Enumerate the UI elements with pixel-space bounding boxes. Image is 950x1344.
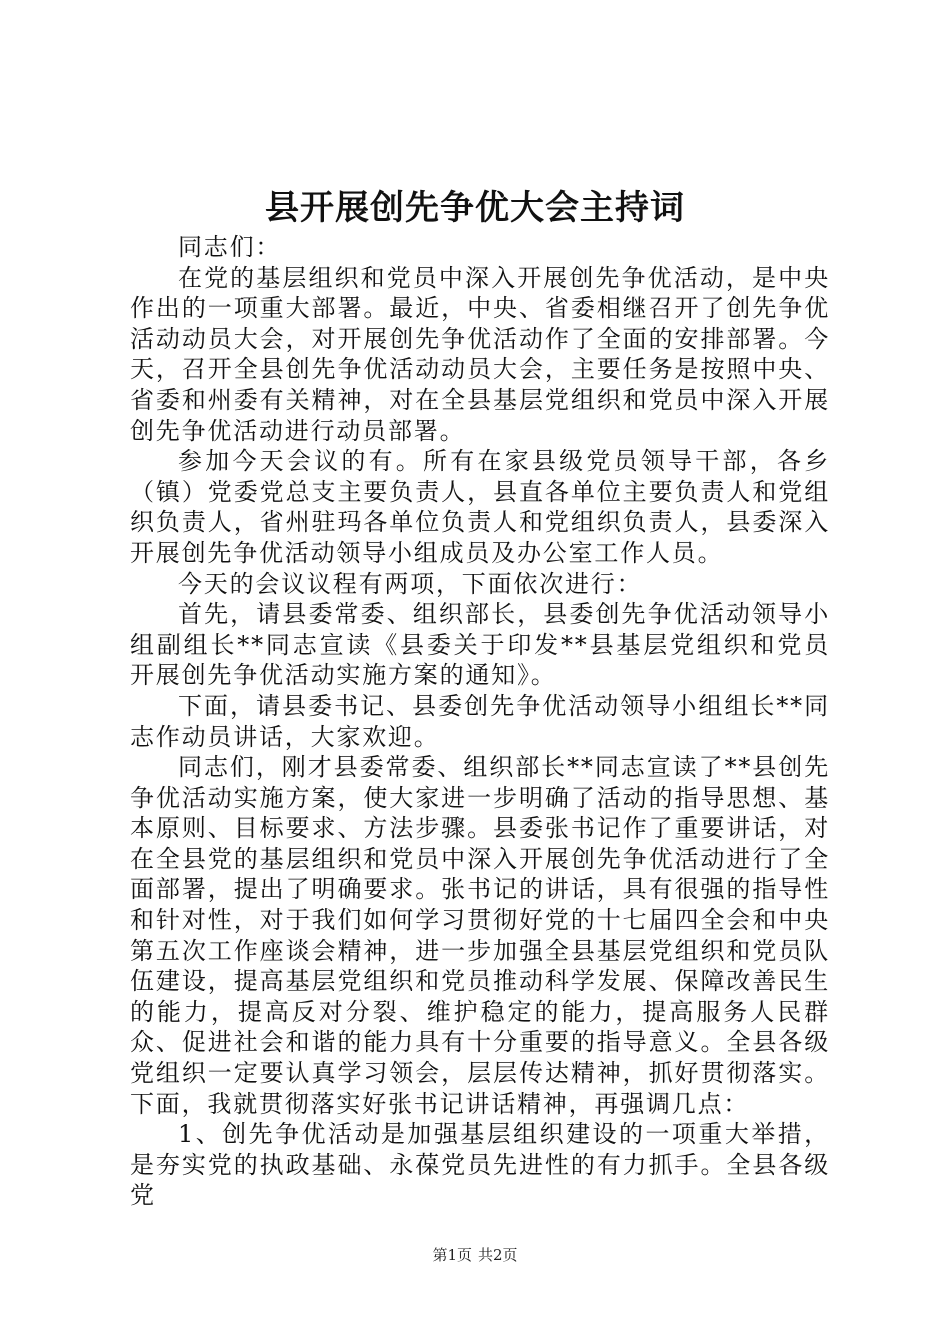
document-body: [130, 232, 830, 1211]
agenda-item-2-paragraph: 下面，请县委书记、县委创先争优活动领导小组组长**同志作动员讲话，大家欢迎。: [130, 691, 830, 751]
agenda-paragraph: 今天的会议议程有两项，下面依次进行：: [178, 569, 643, 598]
intro-paragraph: 在党的基层组织和党员中深入开展创先争优活动，是中央作出的一项重大部署。最近，中央、省委相继召开了创先争优活动动员大会，对开展创先争优活动作了全面的安排部署。今天，召开全县创先争优活动动员大会，主要任务是按照中央、省委和州委有关精神，对在全县基层党组织和党员中深入开展创先争优活动进行动员部署。: [130, 263, 830, 445]
page-number: 第1页: [432, 1246, 472, 1264]
agenda-item-1-paragraph: 首先，请县委常委、组织部长，县委创先争优活动领导小组副组长**同志宣读《县委关于印发**县基层党组织和党员开展创先争优活动实施方案的通知》。: [130, 600, 830, 690]
page-footer: [0, 1245, 950, 1265]
point-1-paragraph: 1、创先争优活动是加强基层组织建设的一项重大举措，是夯实党的执政基础、永葆党员先进性的有力抓手。全县各级党: [130, 1120, 830, 1210]
page-total: 共2页: [478, 1246, 518, 1264]
attendees-paragraph: 参加今天会议的有。所有在家县级党员领导干部，各乡（镇）党委党总支主要负责人，县直各单位主要负责人和党组织负责人，省州驻玛各单位负责人和党组织负责人，县委深入开展创先争优活动领导小组成员及办公室工作人员。: [130, 447, 830, 567]
summary-paragraph: 同志们，刚才县委常委、组织部长**同志宣读了**县创先争优活动实施方案，使大家进一步明确了活动的指导思想、基本原则、目标要求、方法步骤。县委张书记作了重要讲话，对在全县党的基层组织和党员中深入开展创先争优活动进行了全面部署，提出了明确要求。张书记的讲话，具有很强的指导性和针对性，对于我们如何学习贯彻好党的十七届四全会和中央第五次工作座谈会精神，进一步加强全县基层党组织和党员队伍建设，提高基层党组织和党员推动科学发展、保障改善民生的能力，提高反对分裂、维护稳定的能力，提高服务人民群众、促进社会和谐的能力具有十分重要的指导意义。全县各级党组织一定要认真学习领会，层层传达精神，抓好贯彻落实。下面，我就贯彻落实好张书记讲话精神，再强调几点：: [130, 753, 830, 1118]
document-title: 县开展创先争优大会主持词: [265, 188, 685, 228]
salutation-paragraph: 同志们：: [178, 233, 282, 261]
